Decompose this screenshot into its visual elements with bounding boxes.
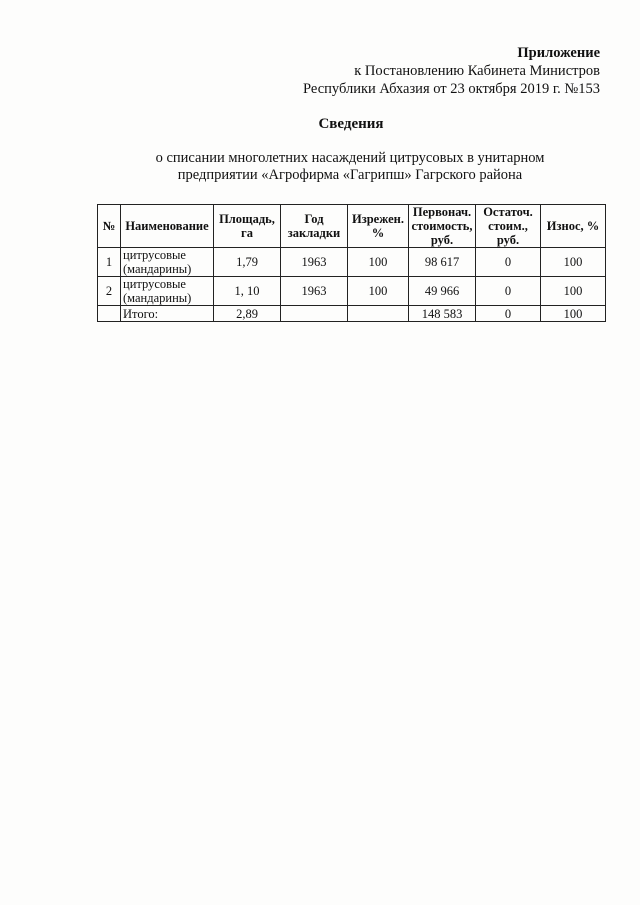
cell-name-line2: (мандарины)	[123, 262, 192, 276]
table-header-row	[98, 205, 606, 248]
cell-residual-cost: 0	[476, 248, 541, 277]
header-name: Наименование	[121, 205, 214, 248]
cell-total-wear	[348, 306, 409, 322]
cell-depreciation: 100	[541, 277, 606, 306]
cell-name	[121, 277, 214, 306]
appendix-reference-line2: Республики Абхазия от 23 октября 2019 г. №153	[303, 81, 600, 97]
cell-name-line2: (мандарины)	[123, 291, 192, 305]
cell-total-label: Итого:	[121, 306, 214, 322]
cell-wear: 100	[348, 248, 409, 277]
document-title: Сведения	[318, 116, 384, 132]
cell-area: 1, 10	[214, 277, 281, 306]
cell-total-residual-cost: 0	[476, 306, 541, 322]
cell-total-initial-cost: 148 583	[409, 306, 476, 322]
header-num: №	[98, 205, 121, 248]
cell-total-year	[281, 306, 348, 322]
subtitle-line2: предприятии «Агрофирма «Гагрипш» Гагрского района	[177, 167, 523, 183]
appendix-title: Приложение	[517, 45, 600, 61]
header-initial-cost: Первонач. стоимость, руб.	[409, 205, 476, 248]
cell-initial-cost: 98 617	[409, 248, 476, 277]
cell-num-empty	[98, 306, 121, 322]
appendix-reference-line1: к Постановлению Кабинета Министров	[354, 63, 600, 79]
cell-year: 1963	[281, 248, 348, 277]
cell-area: 1,79	[214, 248, 281, 277]
header-wear: Изрежен. %	[348, 205, 409, 248]
subtitle-line1: о списании многолетних насаждений цитрусовых в унитарном	[155, 150, 545, 166]
cell-residual-cost: 0	[476, 277, 541, 306]
cell-name	[121, 248, 214, 277]
cell-name-line1: цитрусовые	[123, 248, 186, 262]
header-area: Площадь, га	[214, 205, 281, 248]
document-subtitle	[120, 150, 580, 184]
table-row	[98, 248, 606, 277]
cell-num: 1	[98, 248, 121, 277]
appendix-header	[303, 44, 600, 98]
header-residual-cost: Остаточ. стоим., руб.	[476, 205, 541, 248]
cell-wear: 100	[348, 277, 409, 306]
cell-initial-cost: 49 966	[409, 277, 476, 306]
cell-depreciation: 100	[541, 248, 606, 277]
header-depreciation: Износ, %	[541, 205, 606, 248]
table-row	[98, 277, 606, 306]
cell-num: 2	[98, 277, 121, 306]
header-year: Год закладки	[281, 205, 348, 248]
cell-total-area: 2,89	[214, 306, 281, 322]
table-total-row	[98, 306, 606, 322]
cell-total-depreciation: 100	[541, 306, 606, 322]
write-off-table	[97, 204, 606, 322]
cell-name-line1: цитрусовые	[123, 277, 186, 291]
cell-year: 1963	[281, 277, 348, 306]
